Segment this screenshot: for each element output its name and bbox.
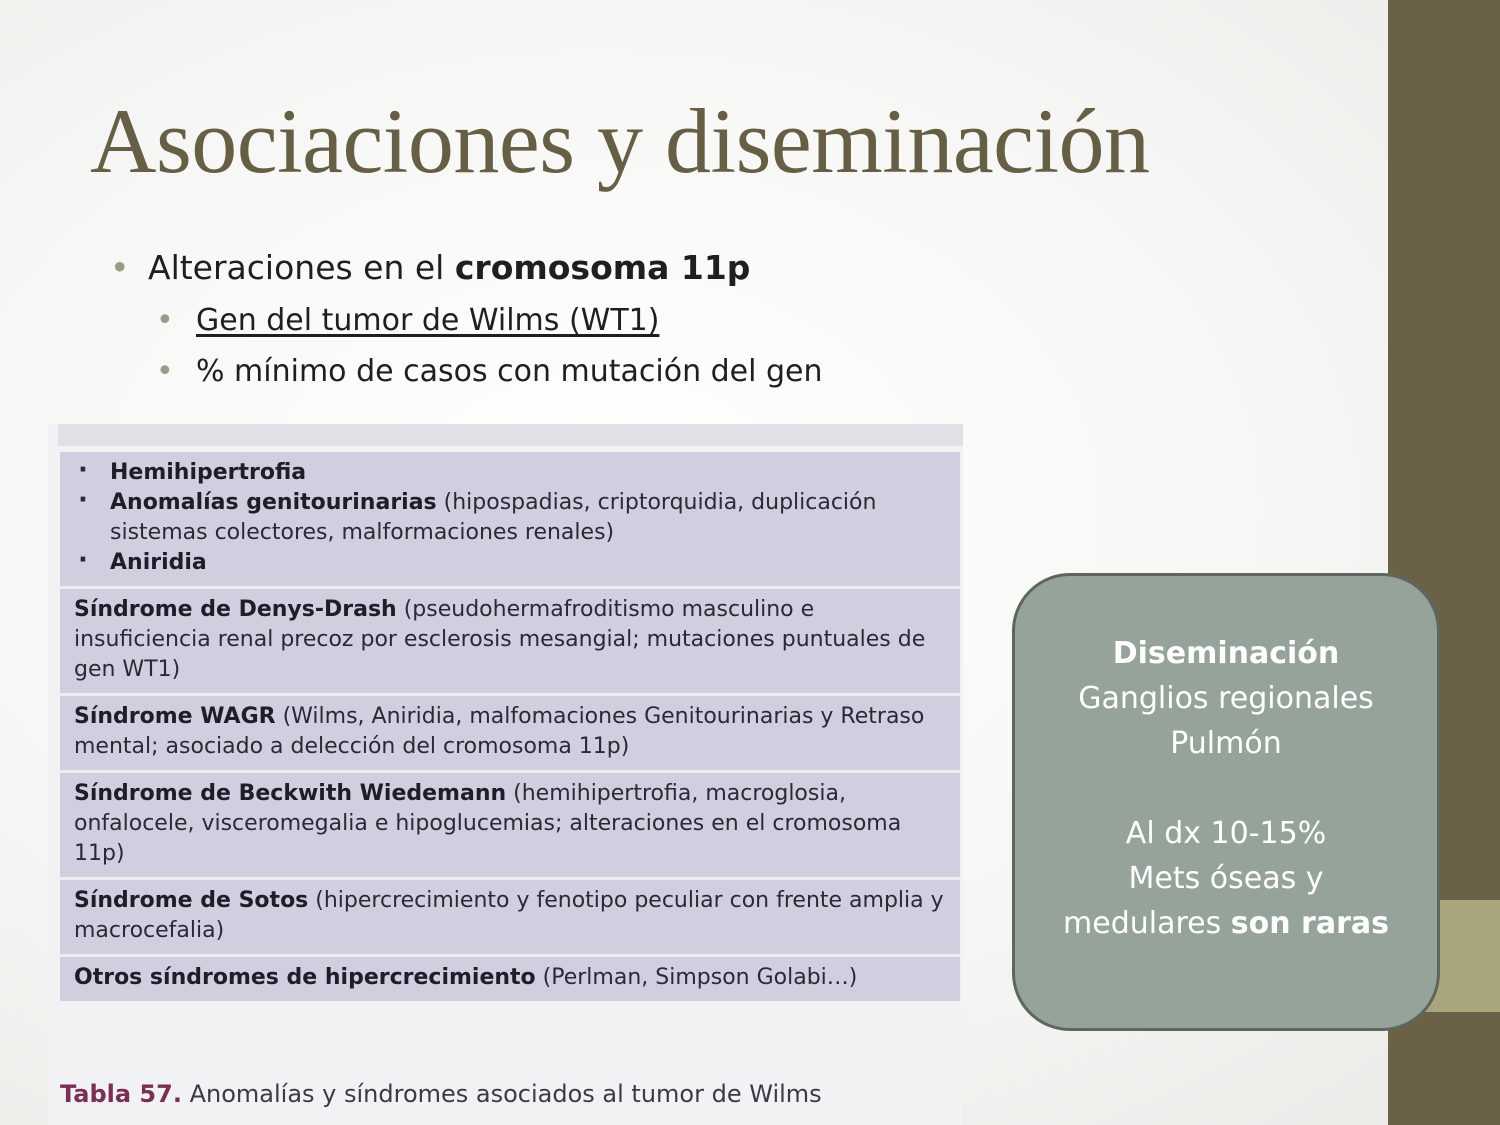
scan-edge bbox=[58, 424, 963, 446]
callout-line: Pulmón bbox=[1170, 726, 1282, 761]
bullet-text: Alteraciones en el bbox=[148, 248, 455, 287]
table-caption bbox=[60, 1080, 822, 1108]
bullet-dot: • bbox=[156, 303, 174, 338]
callout-spacer bbox=[1015, 766, 1437, 811]
table-row: Síndrome de Denys-Drash (pseudohermafroditismo masculino e insuficiencia renal precoz por esclerosis mesangial; mutaciones puntuales de gen WT1) bbox=[60, 589, 960, 696]
syndromes-table bbox=[60, 452, 960, 1001]
callout-line: Ganglios regionales bbox=[1078, 681, 1374, 716]
slide-title: Asociaciones y diseminación bbox=[90, 90, 1150, 192]
table-row: Síndrome de Sotos (hipercrecimiento y fenotipo peculiar con frente amplia y macrocefalia) bbox=[60, 880, 960, 957]
bullet-cromosoma bbox=[110, 248, 823, 287]
callout-line: Al dx 10-15% bbox=[1125, 816, 1327, 851]
table-row bbox=[60, 452, 960, 589]
table-row: Síndrome de Beckwith Wiedemann (hemihipertrofia, macroglosia, onfalocele, visceromegalia e hipoglucemias; alteraciones en el cromosoma 11p) bbox=[60, 773, 960, 880]
table-row: Síndrome WAGR (Wilms, Aniridia, malfomaciones Genitourinarias y Retraso mental; asociado a delección del cromosoma 11p) bbox=[60, 696, 960, 773]
callout-heading: Diseminación bbox=[1112, 636, 1340, 671]
list-item: · Anomalías genitourinarias (hipospadias, criptorquidia, duplicación sistemas colectores, malformaciones renales) bbox=[74, 488, 946, 548]
callout-line: medulares son raras bbox=[1063, 906, 1389, 941]
sub-bullet-text: % mínimo de casos con mutación del gen bbox=[196, 354, 823, 389]
bullet-dot: • bbox=[156, 354, 174, 389]
list-item: · Aniridia bbox=[74, 548, 946, 578]
callout-line: Mets óseas y bbox=[1128, 861, 1324, 896]
sub-bullet-text: Gen del tumor de Wilms (WT1) bbox=[196, 303, 660, 338]
bullet-bold: cromosoma 11p bbox=[454, 248, 751, 287]
sub-bullet-mutacion bbox=[110, 354, 823, 389]
caption-text: Anomalías y síndromes asociados al tumor de Wilms bbox=[181, 1080, 822, 1108]
bullet-dot: • bbox=[110, 248, 130, 287]
list-item: · Hemihipertrofia bbox=[74, 458, 946, 488]
sub-bullet-wt1 bbox=[110, 303, 823, 338]
bullet-list bbox=[110, 248, 823, 389]
caption-label: Tabla 57. bbox=[60, 1080, 182, 1108]
table-row: Otros síndromes de hipercrecimiento (Perlman, Simpson Golabi…) bbox=[74, 965, 858, 990]
dissemination-callout bbox=[1012, 573, 1440, 1031]
